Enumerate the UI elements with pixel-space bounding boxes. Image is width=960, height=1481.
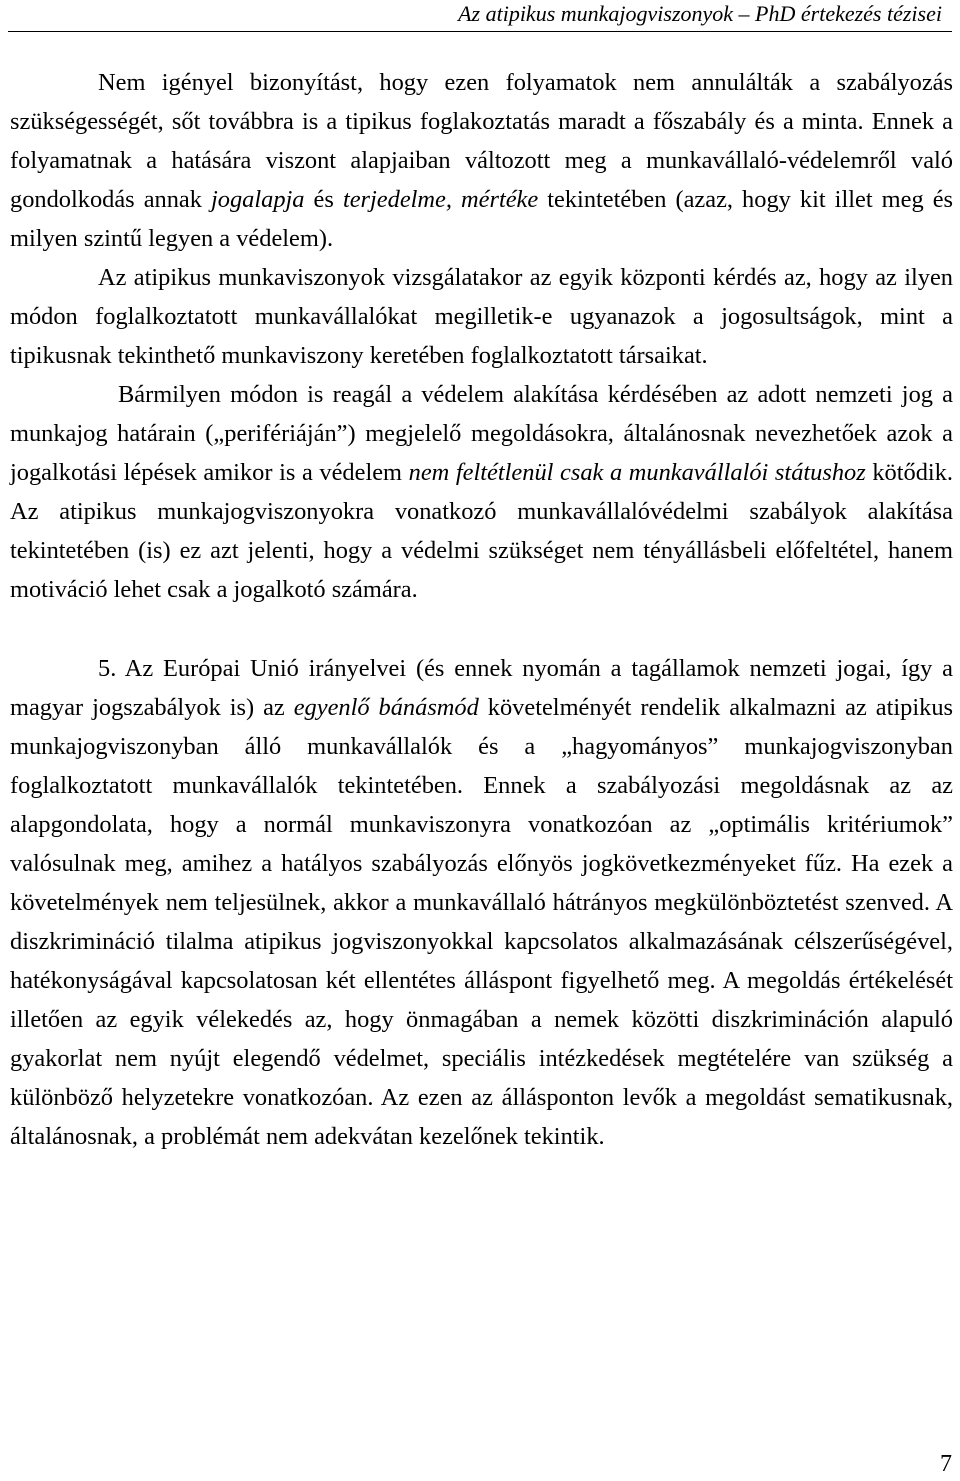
paragraph-2 [10, 258, 953, 375]
paragraph-1-text-a: Nem igényel bizonyítást, hogy ezen folyamatok nem annulálták a szabályozás szükségességét, sőt továbbra is a tipikus foglakoztatás maradt a főszabály és a minta. Ennek a folyamatnak a hatására viszont alapjaiban változott meg a munkavállaló-védelemről való gondolkodás annak [10, 69, 953, 213]
paragraph-3-emphasis: nem feltétlenül csak a munkavállalói státushoz [408, 459, 866, 486]
paragraph-gap [10, 609, 953, 649]
paragraph-2-text: Az atipikus munkaviszonyok vizsgálatakor az egyik központi kérdés az, hogy az ilyen módon foglalkoztatott munkavállalókat megilletik-e ugyanazok a jogosultságok, mint a tipikusnak tekinthető munkaviszony keretében foglalkoztatott társaikat. [10, 264, 953, 369]
running-header [8, 0, 952, 32]
paragraph-1-text-b: és [304, 186, 343, 213]
paragraph-4-text-a: Az Európai Unió irányelvei (és ennek nyomán a tagállamok nemzeti jogai, így a magyar jogszabályok is) az [10, 655, 953, 721]
paragraph-4-emphasis: egyenlő bánásmód [293, 694, 479, 721]
paragraph-3-text-b: kötődik. Az atipikus munkajogviszonyokra vonatkozó munkavállalóvédelmi szabályok alakítása tekintetében (is) ez azt jelenti, hogy a védelmi szükséget nem tényállásbeli előfeltétel, hanem motiváció lehet csak a jogalkotó számára. [10, 459, 953, 603]
paragraph-1-text-c: tekintetében (azaz, hogy kit illet meg és milyen szintű legyen a védelem). [10, 186, 954, 252]
document-body [10, 63, 953, 1156]
paragraph-1 [10, 63, 953, 258]
paragraph-4 [10, 649, 953, 1156]
paragraph-3-text-a: Bármilyen módon is reagál a védelem alakítása kérdésében az adott nemzeti jog a munkajog határain („perifériáján”) megjelelő megoldásokra, általánosnak nevezhetőek azok a jogalkotási lépések amikor is a védelem [10, 381, 953, 486]
page-number: 7 [940, 1451, 952, 1477]
section-number: 5. [98, 655, 117, 682]
paragraph-1-emphasis-a: jogalapja [211, 186, 305, 213]
paragraph-3 [10, 375, 953, 609]
paragraph-4-text-b: követelményét rendelik alkalmazni az atipikus munkajogviszonyban álló munkavállalók és a „hagyományos” munkajogviszonyban foglalkoztatott munkavállalók tekintetében. Ennek a szabályozási megoldásnak az az alapgondolata, hogy a normál munkaviszonyra vonatkozóan az „optimális kritériumok” valósulnak meg, amihez a hatályos szabályozás előnyös jogkövetkezményeket fűz. Ha ezek a követelmények nem teljesülnek, akkor a munkavállaló hátrányos megkülönböztetést szenved. A diszkrimináció tilalma atipikus jogviszonyokkal kapcsolatos alkalmazásának célszerűségével, hatékonyságával kapcsolatosan két ellentétes álláspont figyelhető meg. A megoldás értékelését illetően az egyik vélekedés az, hogy önmagában a nemek közötti diszkrimináción alapuló gyakorlat nem nyújt elegendő védelmet, speciális intézkedések megtételére van szükség a különböző helyzetekre vonatkozóan. Az ezen az állásponton levők a megoldást sematikusnak, általánosnak, a problémát nem adekvátan kezelőnek tekintik. [10, 694, 954, 1150]
running-header-title: Az atipikus munkajogviszonyok – PhD értekezés tézisei [458, 1, 942, 26]
paragraph-1-emphasis-b: terjedelme, mértéke [342, 186, 539, 213]
